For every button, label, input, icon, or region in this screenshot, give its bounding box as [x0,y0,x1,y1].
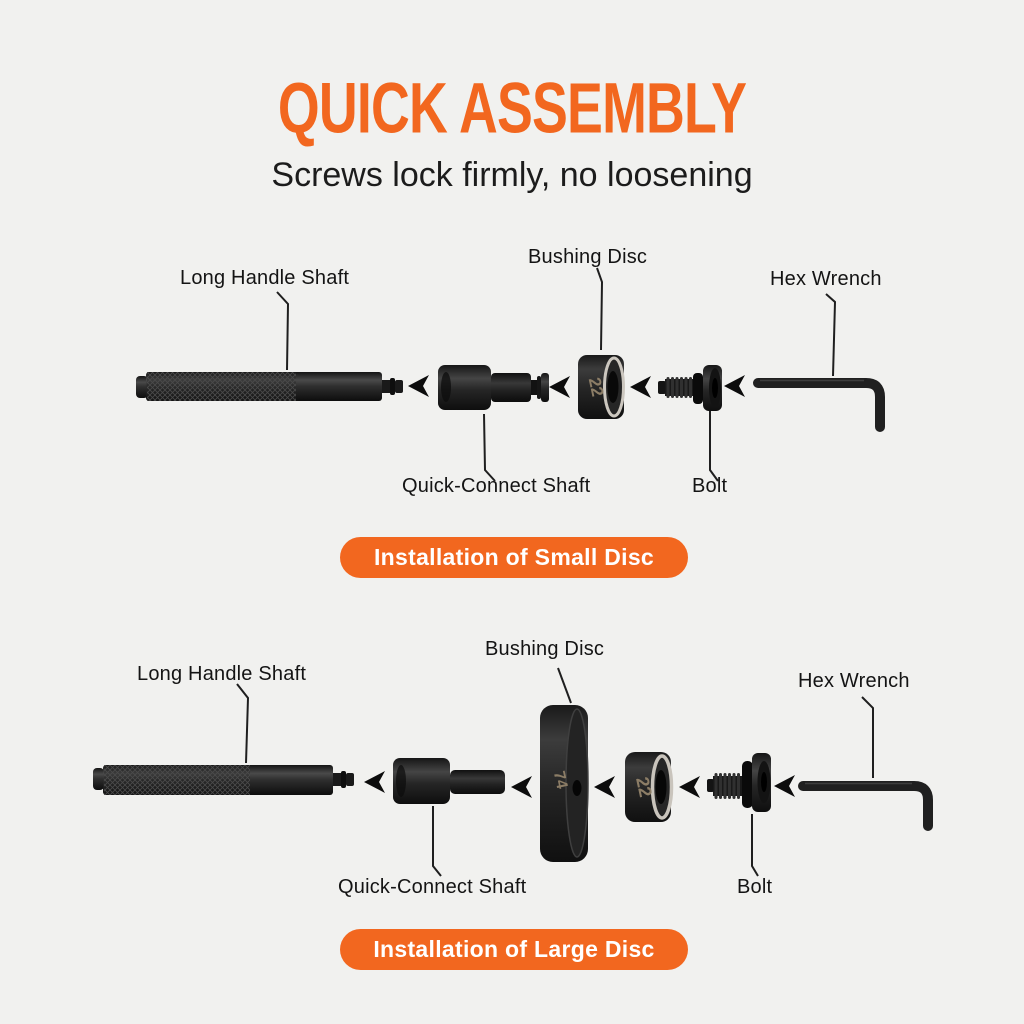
bolt-label: Bolt [737,876,773,898]
bolt-label: Bolt [692,475,728,497]
bushing-disc-small [625,752,672,822]
arrow-left-icon [774,775,795,797]
leader-line [597,268,602,350]
long-handle-shaft [93,765,354,795]
arrow-left-icon [594,776,615,798]
quick-connect-shaft [393,758,505,804]
leader-line [862,697,873,778]
large-disc-diagram [0,630,1024,990]
leader-line [277,292,288,370]
quick-connect-shaft [438,365,549,410]
quick-connect-shaft-label: Quick-Connect Shaft [402,475,591,497]
leader-line [826,294,835,376]
quick-connect-shaft-label: Quick-Connect Shaft [338,876,527,898]
bushing-disc-label: Bushing Disc [528,246,648,268]
leader-line [558,668,571,703]
disc-marking: 22 [632,775,656,799]
arrow-left-icon [679,776,700,798]
hex-wrench-label: Hex Wrench [770,268,882,290]
long-handle-shaft-label: Long Handle Shaft [180,267,350,289]
leader-line [710,406,718,481]
arrow-left-icon [630,376,651,398]
leader-line [752,814,758,876]
page-title: QUICK ASSEMBLY [277,67,747,149]
small-disc-diagram [0,230,1024,590]
header [0,67,1024,195]
install-large-disc-badge: Installation of Large Disc [340,929,688,970]
bushing-disc-large [540,705,588,862]
bolt [658,365,722,411]
arrow-left-icon [549,376,570,398]
long-handle-shaft-label: Long Handle Shaft [137,663,307,685]
bolt [707,753,771,812]
page-subtitle: Screws lock firmly, no loosening [271,156,753,194]
leader-line [237,684,248,763]
long-handle-shaft [136,372,403,401]
arrow-left-icon [724,375,745,397]
leader-line [433,806,441,876]
disc-marking: 22 [584,375,608,399]
arrow-left-icon [364,771,385,793]
hex-wrench [803,784,928,827]
arrow-left-icon [511,776,532,798]
hex-wrench-label: Hex Wrench [798,670,910,692]
leader-line [484,414,495,481]
arrow-left-icon [408,375,429,397]
install-small-disc-badge: Installation of Small Disc [340,537,688,578]
bushing-disc-label: Bushing Disc [485,638,605,660]
hex-wrench [758,381,880,428]
disc-marking: 74 [549,769,571,791]
bushing-disc-small [578,355,624,419]
